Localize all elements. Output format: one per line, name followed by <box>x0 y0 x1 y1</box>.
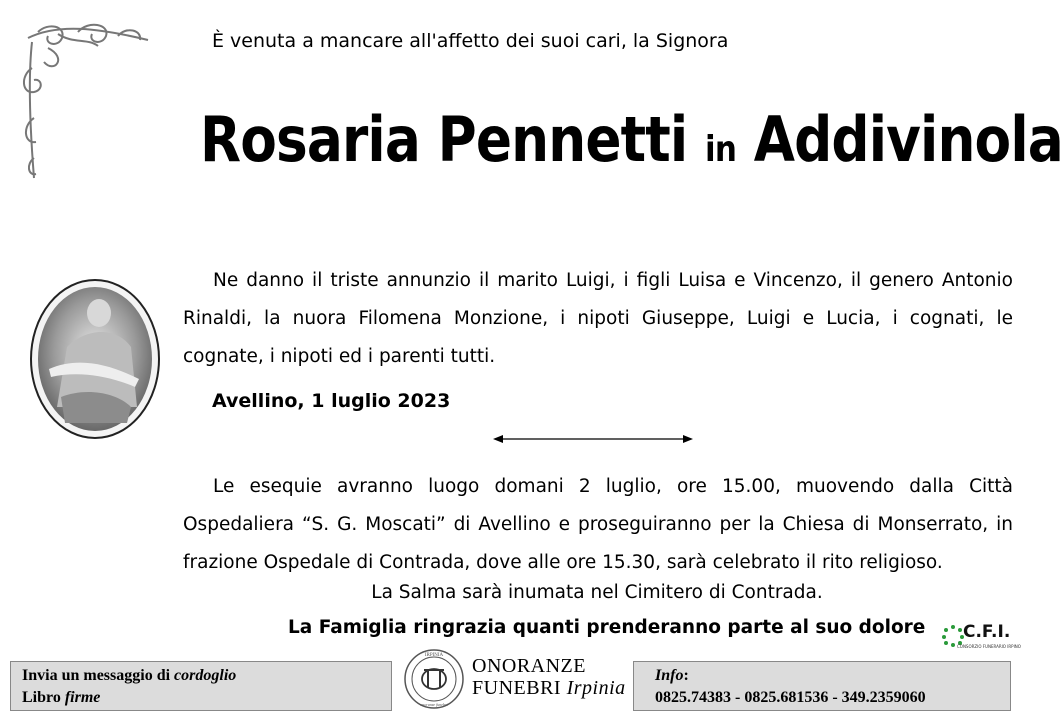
intro-text: È venuta a mancare all'affetto dei suoi cari, la Signora <box>212 30 729 52</box>
deceased-first-name: Rosaria Pennetti <box>200 103 688 176</box>
condolence-prefix: Invia un messaggio di <box>22 667 175 684</box>
deceased-conjunction: in <box>705 129 736 170</box>
pieta-medallion-icon <box>27 277 163 442</box>
guestbook-link[interactable] <box>22 687 391 709</box>
info-box <box>633 661 1011 711</box>
deceased-last-name: Addivinola <box>753 103 1063 176</box>
guestbook-prefix: Libro <box>22 689 65 706</box>
seal-top-text: IRPINIA <box>424 653 444 658</box>
condolence-box[interactable] <box>10 661 392 711</box>
double-arrow-icon <box>493 432 693 446</box>
company-seal-icon <box>403 648 465 710</box>
seal-bottom-text: onoranze funebri <box>420 702 448 707</box>
thanks-text: La Famiglia ringrazia quanti prenderanno parte al suo dolore <box>288 617 926 638</box>
deceased-name <box>200 103 1063 176</box>
place-date: Avellino, 1 luglio 2023 <box>212 390 451 412</box>
announcement-text: Ne danno il triste annunzio il marito Luigi, i figli Luisa e Vincenzo, il genero Antonio Rinaldi, la nuora Filomena Monzione, i nipoti Giuseppe, Luigi e Lucia, i cognati, le cognate, i nipoti ed i parenti tutti. <box>183 270 1013 367</box>
floral-corner-icon <box>18 18 158 188</box>
cfi-tagline: CONSORZIO FUNERARIO IRPINO <box>957 644 1021 649</box>
company-line2: FUNEBRI Irpinia <box>472 677 626 699</box>
condolence-link[interactable] <box>22 665 391 687</box>
announcement-paragraph <box>183 262 1013 376</box>
company-line1: ONORANZE <box>472 655 586 677</box>
info-phones[interactable]: 0825.74383 - 0825.681536 - 349.2359060 <box>655 689 926 706</box>
company-name <box>472 655 626 699</box>
info-label: Info: <box>655 667 689 684</box>
guestbook-italic: firme <box>64 689 101 706</box>
funeral-text: Le esequie avranno luogo domani 2 luglio, ore 15.00, muovendo dalla Città Ospedaliera “S. G. Moscati” di Avellino e proseguiranno per la Chiesa di Monserrato, in frazione Ospedale di Contrada, dove alle ore 15.30, sarà celebrato il rito religioso. <box>183 476 1013 573</box>
cfi-mark: C.F.I. <box>963 622 1011 642</box>
burial-text: La Salma sarà inumata nel Cimitero di Contrada. <box>371 582 823 603</box>
cfi-logo <box>941 620 1021 654</box>
funeral-paragraph <box>183 468 1013 582</box>
condolence-italic: cordoglio <box>174 667 237 684</box>
